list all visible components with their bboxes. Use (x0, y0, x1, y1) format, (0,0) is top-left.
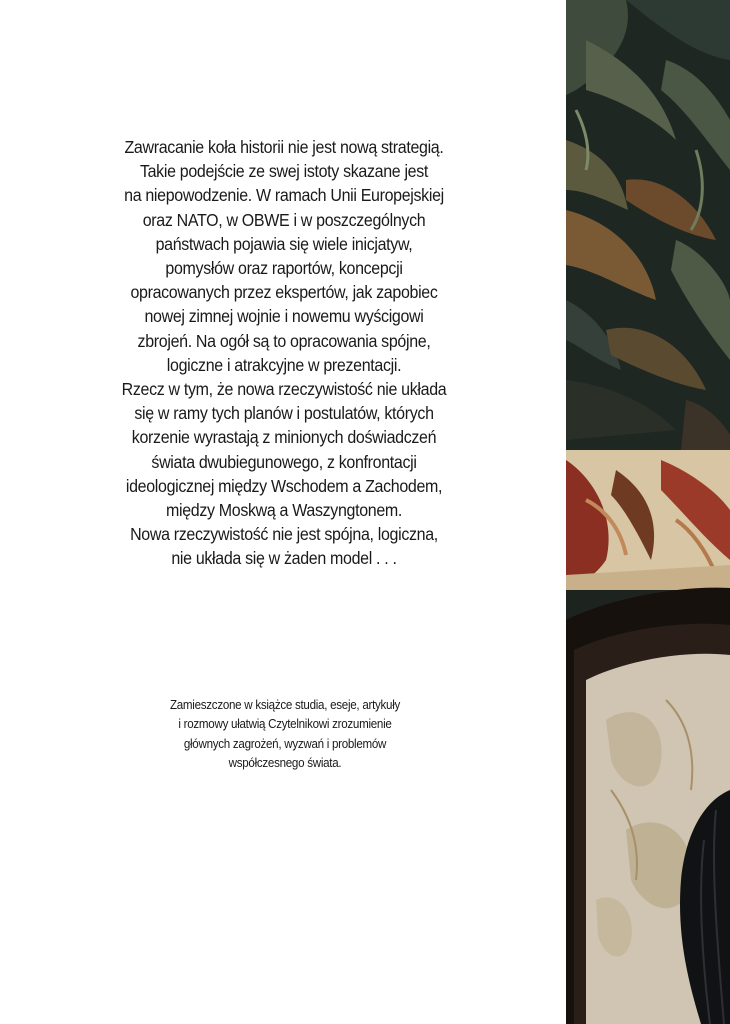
main-blurb-line: się w ramy tych planów i postulatów, których (134, 403, 434, 424)
main-blurb-line: nowej zimnej wojnie i nowemu wyścigowi (144, 306, 424, 327)
main-blurb (76, 135, 493, 571)
main-blurb-line: nie układa się w żaden model . . . (171, 548, 397, 569)
secondary-blurb-line: i rozmowy ułatwią Czytelnikowi zrozumienie (178, 717, 392, 732)
secondary-blurb-line: Zamieszczone w książce studia, eseje, artykuły (169, 698, 401, 712)
main-blurb-line: oraz NATO, w OBWE i w poszczególnych (142, 209, 426, 230)
secondary-blurb-line: głównych zagrożeń, wyzwań i problemów (183, 736, 387, 751)
main-blurb-line: między Moskwą a Waszyngtonem. (165, 500, 403, 521)
main-blurb-line: ideologicznej między Wschodem a Zachodem, (125, 475, 443, 496)
main-blurb-line: świata dwubiegunowego, z konfrontacji (151, 451, 417, 472)
cover-artwork-strip (566, 0, 730, 1024)
main-blurb-line: zbrojeń. Na ogół są to opracowania spójne, (137, 330, 431, 351)
main-blurb-line: państwach pojawia się wiele inicjatyw, (155, 233, 413, 254)
main-blurb-line: Takie podejście ze swej istoty skazane jest (139, 161, 429, 182)
main-blurb-line: Nowa rzeczywistość nie jest spójna, logiczna, (130, 524, 438, 545)
main-blurb-line: korzenie wyrastają z minionych doświadczeń (131, 427, 437, 448)
tapestry-chair-image (566, 0, 730, 1024)
secondary-blurb (133, 696, 437, 774)
secondary-blurb-line: współczesnego świata. (228, 756, 342, 771)
main-blurb-line: opracowanych przez ekspertów, jak zapobiec (130, 282, 438, 303)
main-blurb-line: Zawracanie koła historii nie jest nową strategią. (124, 137, 444, 157)
main-blurb-line: na niepowodzenie. W ramach Unii Europejskiej (124, 185, 444, 206)
main-blurb-line: logiczne i atrakcyjne w prezentacji. (166, 354, 402, 375)
main-blurb-line: Rzecz w tym, że nowa rzeczywistość nie układa (121, 379, 447, 400)
main-blurb-line: pomysłów oraz raportów, koncepcji (165, 258, 403, 279)
